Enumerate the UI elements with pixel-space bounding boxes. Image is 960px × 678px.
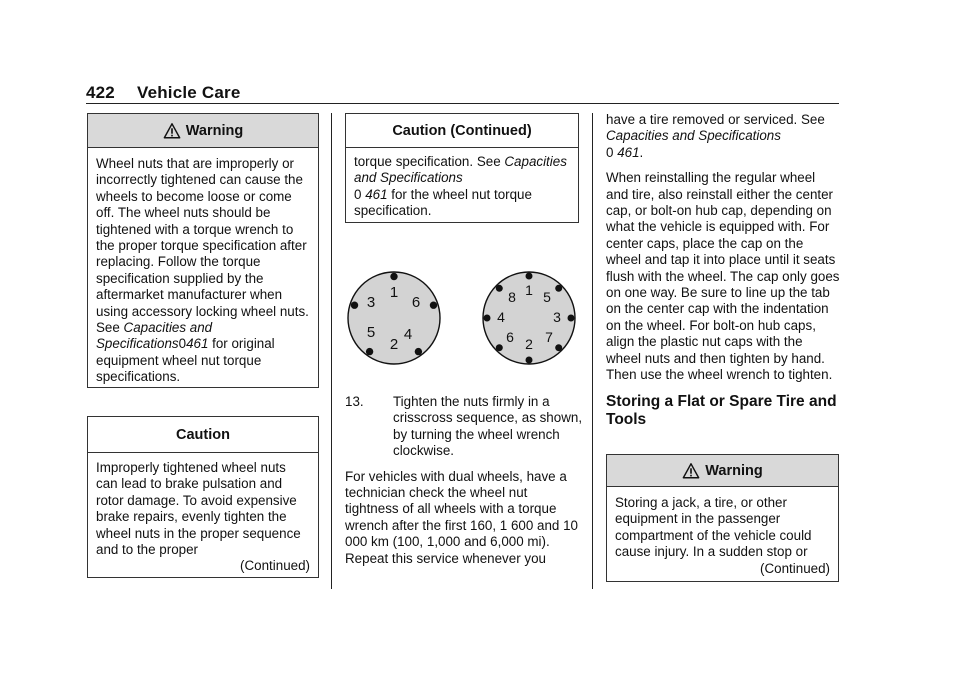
warning-icon	[163, 122, 181, 140]
step-text: Tighten the nuts firmly in a crisscross sequence, as shown, by turning the wheel wrench clockwise.	[393, 394, 583, 459]
step-number: 13.	[345, 394, 364, 409]
reference-link[interactable]: Capacities and Specifications	[606, 128, 781, 144]
lug-nut	[496, 344, 503, 351]
reference-link[interactable]: Capacities and Specifications	[96, 320, 213, 352]
caution-continued-body: torque specification. See Capacities and Specifications 0 461 for the wheel nut torque specification.	[354, 154, 567, 219]
five-lug-wheel-diagram	[346, 270, 442, 366]
page-header	[86, 83, 241, 103]
warning-body: Storing a jack, a tire, or other equipment in the passenger compartment of the vehicle could cause injury. In a sudden stop or (Continued)	[615, 495, 830, 576]
continued-label: (Continued)	[760, 560, 830, 576]
sequence-label: 4	[403, 326, 413, 343]
sequence-label: 3	[366, 294, 376, 311]
ref-symbol: 0	[178, 336, 187, 352]
warning-title: Warning	[185, 122, 244, 139]
warning-icon	[682, 462, 700, 480]
lug-nut	[526, 273, 533, 280]
page-number: 422	[86, 83, 115, 102]
warning-header	[88, 114, 318, 148]
ref-symbol: 0	[606, 144, 614, 160]
continued-label: (Continued)	[240, 558, 310, 574]
sequence-label: 4	[497, 309, 505, 325]
warning-header	[607, 455, 838, 487]
lug-nut	[568, 315, 575, 322]
reference-page[interactable]: 461	[617, 144, 640, 160]
reference-link[interactable]: Capacities and Specifications	[354, 154, 567, 186]
lug-nut	[496, 285, 503, 292]
warning-box	[87, 113, 319, 388]
ref-symbol: 0	[354, 186, 362, 202]
lug-nut	[366, 348, 373, 355]
lug-nut	[555, 285, 562, 292]
eight-lug-wheel-diagram	[481, 270, 577, 366]
lug-nut	[526, 357, 533, 364]
reference-page[interactable]: 461	[186, 336, 209, 352]
header-rule	[86, 103, 839, 104]
lug-nut	[415, 348, 422, 355]
caution-title: Caution	[176, 426, 230, 443]
warning-title: Warning	[705, 462, 763, 479]
paragraph-serviced: have a tire removed or serviced. See Capacities and Specifications 0 461.	[606, 112, 825, 160]
sequence-label: 1	[389, 284, 399, 301]
warning-box-storage	[606, 454, 839, 582]
paragraph-reinstalling: When reinstalling the regular wheel and tire, also reinstall either the center cap, or bolt-on hub cap, depending on what the vehicle is equipped with. For center caps, place the cap on the wheel and tap it into place until it seats flush with the wheel. The cap only goes on one way. Be sure to line up the tab on the center cap with the indentation on the wheel. For bolt-on hub caps, align the plastic nut caps with the wheel nuts and then tighten by hand. Then use the wheel wrench to tighten.	[606, 170, 840, 383]
reference-page[interactable]: 461	[365, 186, 388, 202]
sequence-label: 6	[506, 329, 514, 345]
dual-wheels-paragraph: For vehicles with dual wheels, have a technician check the wheel nut tightness of all wheels with a torque wrench after the first 160, 1 600 and 10 000 km (100, 1,000 and 6,000 mi). Repeat this service whenever you	[345, 468, 578, 566]
sequence-label: 5	[366, 324, 376, 341]
lug-nut	[351, 302, 358, 309]
caution-box	[87, 416, 319, 578]
caution-continued-header	[346, 114, 578, 148]
lug-nut	[390, 273, 397, 280]
sequence-label: 7	[545, 329, 553, 345]
sequence-label: 6	[411, 294, 421, 311]
caution-continued-title: Caution (Continued)	[392, 122, 532, 139]
column-2-text	[345, 394, 583, 576]
sequence-label: 2	[389, 336, 399, 353]
section-title: Vehicle Care	[136, 83, 241, 102]
caution-body: Improperly tightened wheel nuts can lead to brake pulsation and rotor damage. To avoid expensive brake repairs, evenly tighten the wheel nuts in the proper sequence and to the proper (Continued)	[96, 460, 310, 574]
sequence-label: 3	[553, 309, 561, 325]
step-13	[345, 394, 583, 460]
sequence-label: 8	[508, 289, 516, 305]
column-divider-2	[592, 113, 593, 589]
section-heading: Storing a Flat or Spare Tire and Tools	[606, 392, 837, 428]
sequence-label: 5	[543, 289, 551, 305]
lug-nut	[430, 302, 437, 309]
sequence-label: 1	[525, 282, 533, 298]
lug-nut	[555, 344, 562, 351]
sequence-label: 2	[525, 336, 533, 352]
lug-nut	[484, 315, 491, 322]
caution-continued-box	[345, 113, 579, 223]
caution-header	[88, 417, 318, 453]
column-divider-1	[331, 113, 332, 589]
warning-body: Wheel nuts that are improperly or incorrectly tightened can cause the wheels to become loose or come off. The wheel nuts should be tightened with a torque wrench to the proper torque specification after replacing. Follow the torque specification supplied by the aftermarket manufacturer when using accessory locking wheel nuts. See Capacities and Specifications0461 for original equipment wheel nut torque specifications.	[96, 156, 309, 385]
column-3-text	[606, 112, 840, 439]
